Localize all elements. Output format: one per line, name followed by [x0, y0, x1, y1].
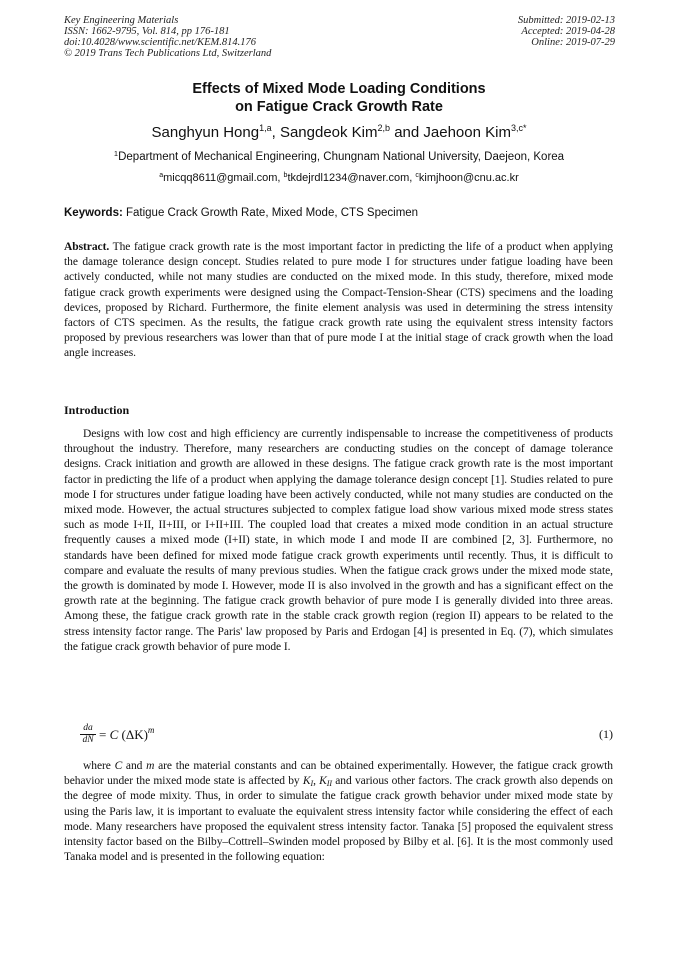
online-date: Online: 2019-07-29 — [531, 37, 615, 48]
abstract-label: Abstract. — [64, 241, 110, 253]
abstract — [64, 240, 613, 362]
email-a: micqq8611@gmail.com, — [163, 172, 284, 184]
author-3-affil: 3,c* — [510, 123, 527, 133]
symbol-c: C — [114, 760, 123, 772]
symbol-k2: K — [319, 775, 327, 788]
author-sep: , — [271, 124, 280, 141]
equation-1 — [64, 721, 613, 751]
title-line-2: on Fatigue Crack Growth Rate — [235, 99, 443, 115]
equals-sign: = — [99, 727, 110, 742]
title-line-1: Effects of Mixed Mode Loading Conditions — [192, 81, 486, 97]
text-run: and — [122, 760, 147, 772]
eq-delta-k: (ΔK) — [118, 727, 148, 742]
email-mark-c: c — [415, 172, 419, 179]
introduction-paragraph: Designs with low cost and high efficiency are currently indispensable to increase the competitiveness of products throughout the industry. Therefore, many researchers are conducting studies on the concept of damage tolerance designs. Crack initiation and growth are allowed in these designs. The fatigue crack growth rate is the most important factor in predicting the life of a product when applying the damage tolerance design concept [1]. Studies related to pure mode I for structures under fatigue loading have been actively conducted, while not many studies are conducted on the mixed mode. However, the actual structures subjected to complex fatigue load show various mixed mode stress states such as mode I+II, II+III, or I+II+III. The coupled load that creates a mixed mode condition in an actual structure frequently causes a mixed mode (I+II) state, in which mode I and mode II are combined [2, 3]. Furthermore, no standards have been defined for mixed mode fatigue crack growth experiments until recently. Thus, it is difficult to compare and evaluate the results of many previous studies. When the fatigue crack grows under the mixed mode state, the growth is dominated by mode I. However, mode II is also involved in the growth and has a significant effect on the growth rate at the beginning. The fatigue crack growth behavior of pure mode I is generally divided into three areas. Among these, the fatigue crack growth rate in the stable crack growth region (region II) appears to be related to the stress intensity factor range. The Paris' law proposed by Paris and Erdogan [4] is presented in Eq. (7), which simulates the fatigue crack growth behavior of pure mode I. — [64, 428, 613, 653]
author-list — [0, 124, 678, 142]
author-2-affil: 2,b — [377, 123, 391, 133]
author-1-affil: 1,a — [259, 123, 272, 133]
keywords — [64, 206, 418, 220]
affiliation — [0, 150, 678, 164]
accepted-date: Accepted: 2019-04-28 — [521, 26, 615, 37]
journal-name: Key Engineering Materials — [64, 15, 179, 26]
paper-title — [0, 80, 678, 116]
author-2: Sangdeok Kim — [279, 124, 378, 141]
eq-constant-c: C — [109, 727, 119, 742]
email-c: kimjhoon@cnu.ac.kr — [418, 172, 519, 184]
fraction-numerator: da — [80, 723, 96, 735]
body-paragraph-2 — [64, 759, 613, 865]
journal-info — [64, 15, 271, 59]
keywords-text: Fatigue Crack Growth Rate, Mixed Mode, CTS Specimen — [122, 207, 419, 219]
equation-number: (1) — [599, 727, 613, 741]
submission-dates — [518, 15, 615, 48]
email-mark-b: b — [283, 172, 288, 179]
text-run: are the material constants and can be obtained experimentally. However, the fatigue crack growth behavior under the mixed mode state is affected by — [64, 760, 614, 788]
abstract-text: The fatigue crack growth rate is the most important factor in predicting the life of a product when applying the damage tolerance design concept. Studies related to pure mode I for structures under fatigue loading have been actively conducted, while not many studies are conducted on the mixed mode. In this study, therefore, mixed mode fatigue crack growth experiments were designed using the Compact-Tension-Shear (CTS) specimens and the loading devices, proposed by Richard. Furthermore, the finite element analysis was used in determining the stress intensity factors of CTS specimen. As the results, the fatigue crack growth rate using the equivalent stress intensity factors proposed by previous researchers was lower than that of pure mode I at the initial stage of crack growth when the load angle increases. — [64, 241, 613, 360]
fraction-denominator: dN — [82, 735, 94, 745]
affiliation-mark: 1 — [113, 149, 119, 158]
symbol-m: m — [146, 760, 155, 772]
author-1: Sanghyun Hong — [151, 124, 260, 141]
doi-line: doi:10.4028/www.scientific.net/KEM.814.176 — [64, 37, 256, 48]
submitted-date: Submitted: 2019-02-13 — [517, 15, 615, 26]
issn-line: ISSN: 1662-9795, Vol. 814, pp 176-181 — [64, 26, 230, 37]
eq-exponent-m: m — [147, 725, 155, 735]
equation-fraction — [80, 723, 96, 746]
author-emails — [0, 171, 678, 185]
symbol-k2-subscript: II — [326, 779, 333, 789]
symbol-k1: K — [302, 775, 311, 788]
text-run: , — [313, 775, 320, 788]
section-heading-introduction: Introduction — [64, 403, 130, 417]
author-3: Jaehoon Kim — [423, 124, 511, 141]
symbol-k1-subscript: I — [310, 779, 314, 789]
text-run: where — [83, 760, 115, 772]
email-b: tkdejrdl1234@naver.com, — [287, 172, 416, 184]
equation-rhs — [99, 727, 154, 743]
keywords-label: Keywords: — [64, 207, 123, 219]
copyright-line: © 2019 Trans Tech Publications Ltd, Switzerland — [64, 48, 272, 59]
text-run: and various other factors. The crack growth also depends on the degree of mode mixity. Thus, in order to simulate the fatigue crack growth behavior under mixed mode state by using the Paris law, it is important to evaluate the equivalent stress intensity factor while considering the effect of each mode. Many researchers have proposed the equivalent stress intensity factor. Tanaka [5] proposed the equivalent stress intensity factor based on the Bilby–Cottrell–Swinden model proposed by Bilby et al. [6]. It is the most commonly used Tanaka model and is presented in the following equation: — [64, 775, 613, 864]
email-mark-a: a — [159, 172, 164, 179]
author-sep: and — [390, 124, 424, 141]
affiliation-text: Department of Mechanical Engineering, Chungnam National University, Daejeon, Korea — [118, 151, 565, 163]
